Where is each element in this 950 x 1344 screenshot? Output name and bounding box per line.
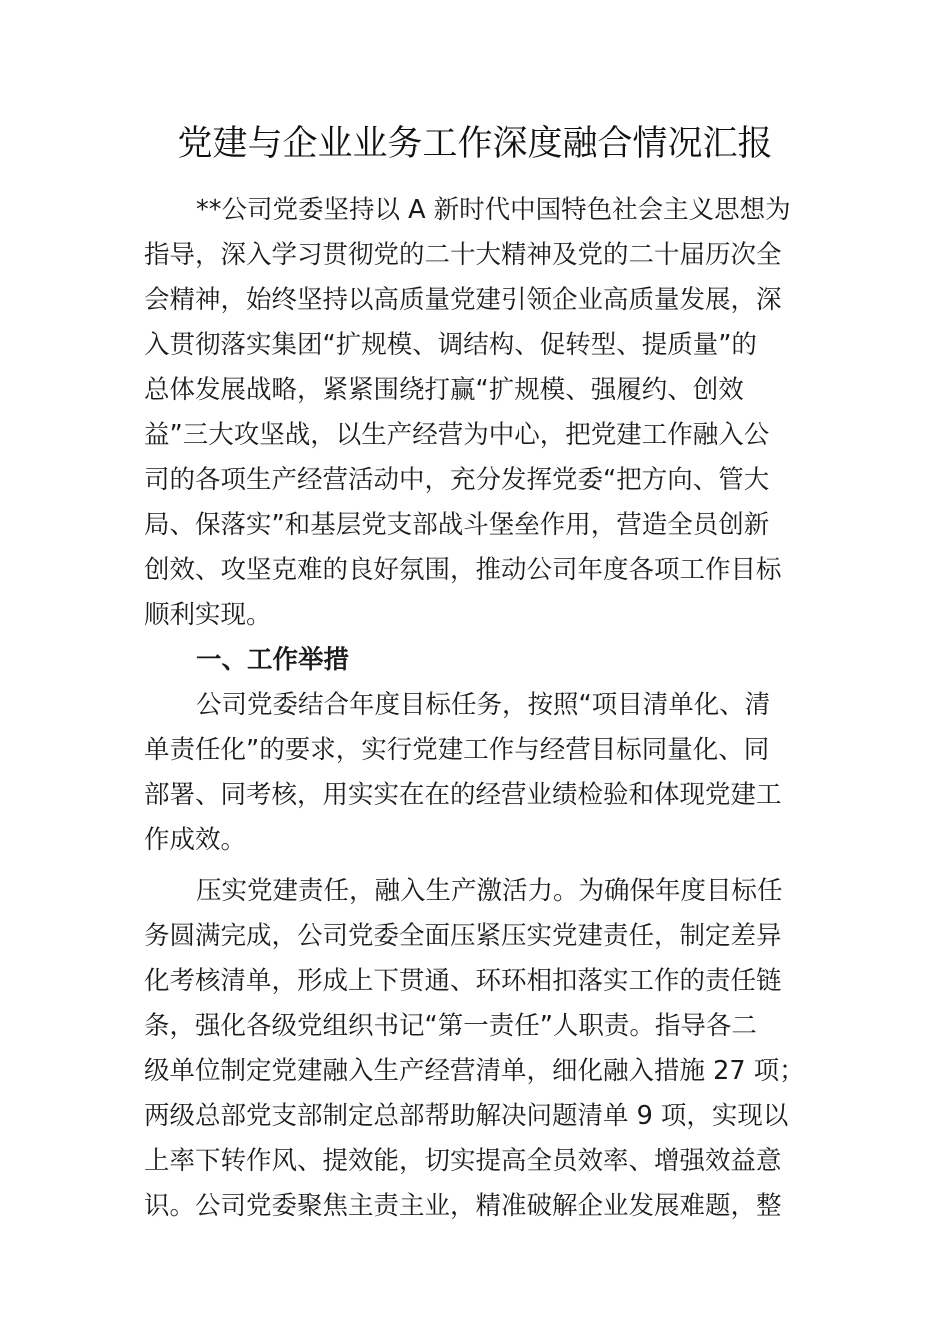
text-line: 级单位制定党建融入生产经营清单，细化融入措施 27 项； — [144, 1056, 805, 1086]
intro-paragraph — [144, 188, 794, 638]
text-line: 局、保落实”和基层党支部战斗堡垒作用，营造全员创新 — [144, 510, 770, 540]
text-line: **公司党委坚持以 A 新时代中国特色社会主义思想为 — [196, 195, 791, 225]
text-line: 总体发展战略，紧紧围绕打赢“扩规模、强履约、创效 — [144, 375, 744, 405]
section-heading: 一、工作举措 — [196, 645, 350, 675]
text-line: 顺利实现。 — [144, 600, 272, 630]
text-line: 司的各项生产经营活动中，充分发挥党委“把方向、管大 — [144, 465, 770, 495]
text-line: 条，强化各级党组织书记“第一责任”人职责。指导各二 — [144, 1011, 757, 1041]
text-line: 化考核清单，形成上下贯通、环环相扣落实工作的责任链 — [144, 966, 782, 996]
text-line: 务圆满完成，公司党委全面压紧压实党建责任，制定差异 — [144, 921, 782, 951]
text-line: 益”三大攻坚战，以生产经营为中心，把党建工作融入公 — [144, 420, 770, 450]
text-line: 会精神，始终坚持以高质量党建引领企业高质量发展，深 — [144, 285, 782, 315]
text-line: 压实党建责任，融入生产激活力。为确保年度目标任 — [196, 876, 783, 906]
text-line: 作成效。 — [144, 825, 247, 855]
text-line: 上率下转作风、提效能，切实提高全员效率、增强效益意 — [144, 1146, 782, 1176]
text-line: 部署、同考核，用实实在在的经营业绩检验和体现党建工 — [144, 780, 782, 810]
text-line: 指导，深入学习贯彻党的二十大精神及党的二十届历次全 — [144, 240, 782, 270]
document-title: 党建与企业业务工作深度融合情况汇报 — [177, 124, 773, 164]
text-line: 两级总部党支部制定总部帮助解决问题清单 9 项，实现以 — [144, 1101, 789, 1131]
text-line: 入贯彻落实集团“扩规模、调结构、促转型、提质量”的 — [144, 330, 757, 360]
text-line: 识。公司党委聚焦主责主业，精准破解企业发展难题，整 — [144, 1191, 782, 1221]
text-line: 单责任化”的要求，实行党建工作与经营目标同量化、同 — [144, 735, 770, 765]
responsibility-paragraph — [144, 869, 805, 1229]
document-body — [144, 188, 805, 1229]
text-line: 创效、攻坚克难的良好氛围，推动公司年度各项工作目标 — [144, 555, 782, 585]
measures-paragraph — [144, 683, 794, 863]
text-line: 公司党委结合年度目标任务，按照“项目清单化、清 — [196, 690, 771, 720]
